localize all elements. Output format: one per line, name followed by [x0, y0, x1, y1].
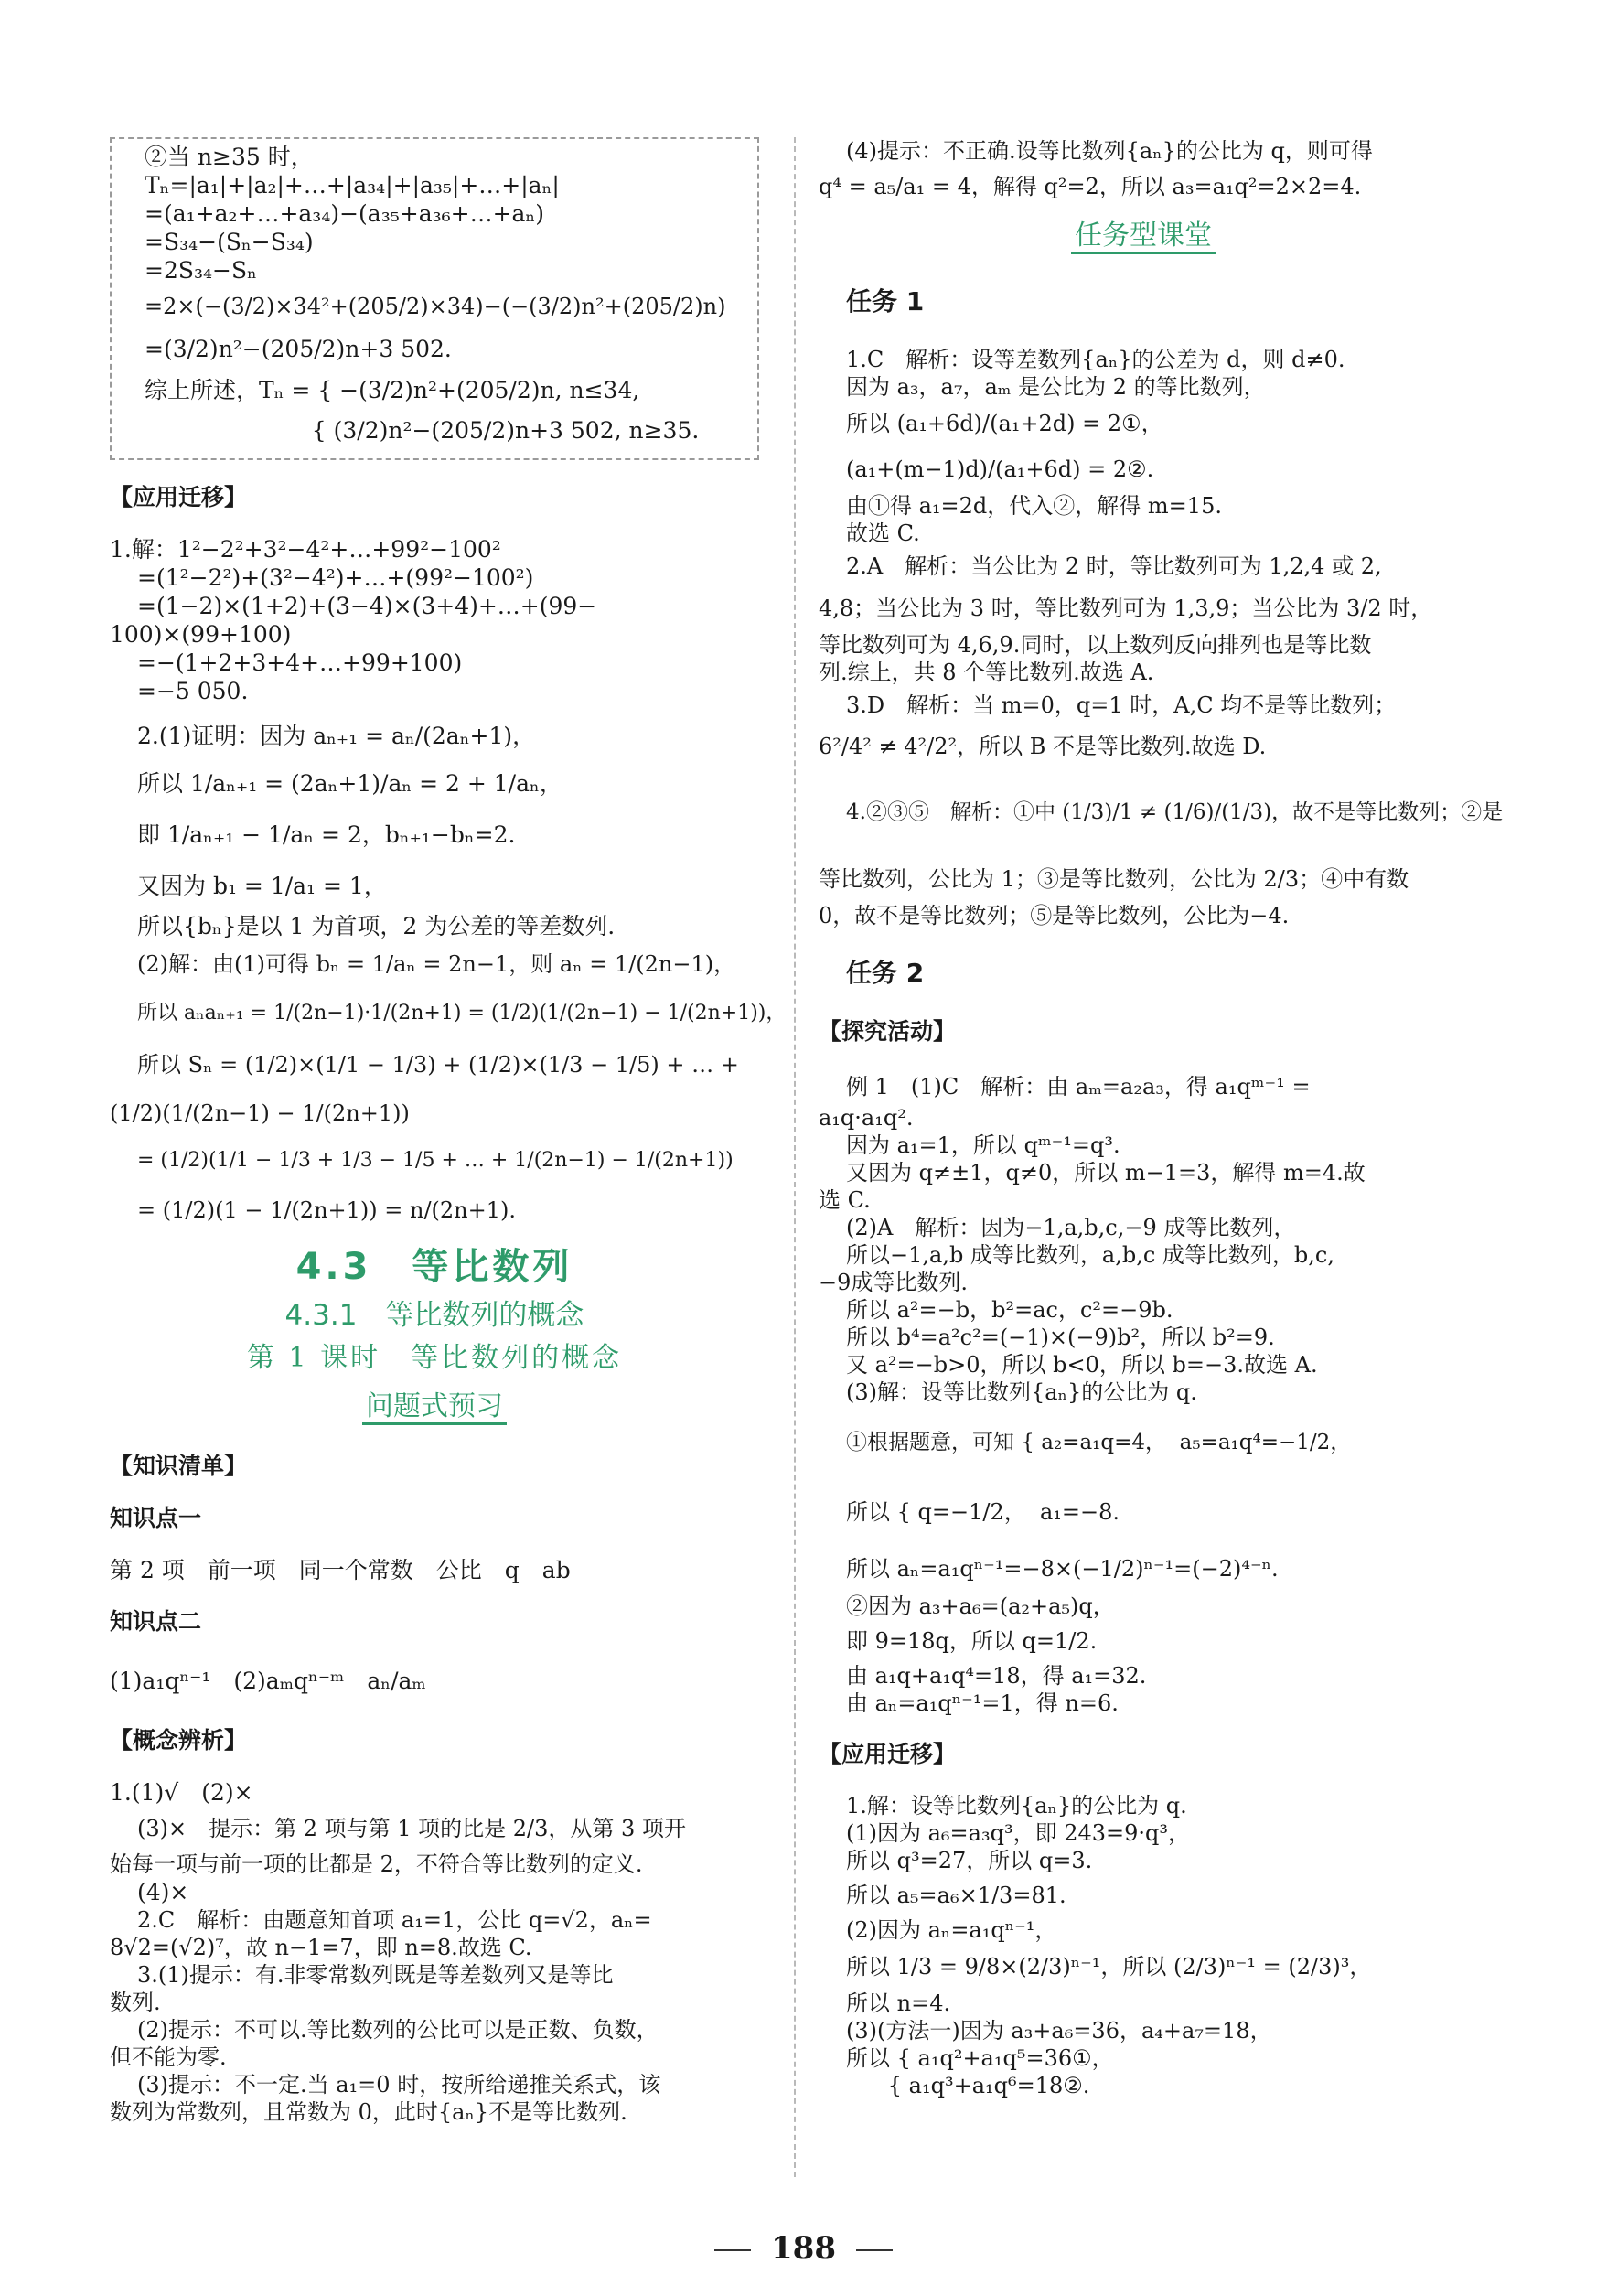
concept-line: (4)×: [137, 1879, 189, 1905]
apply-line: =(1²−2²)+(3²−4²)+…+(99²−100²): [137, 564, 534, 591]
box-line: =2S₃₄−Sₙ: [145, 257, 257, 284]
explore-line: 由 aₙ=a₁qⁿ⁻¹=1，得 n=6.: [846, 1690, 1119, 1716]
explore-line: 所以 { q=−1/2， a₁=−8.: [846, 1499, 1120, 1525]
task1-line: 1.C 解析：设等差数列{aₙ}的公差为 d，则 d≠0.: [846, 347, 1345, 372]
intro-line: q⁴ = a₅/a₁ = 4，解得 q²=2，所以 a₃=a₁q²=2×2=4.: [819, 174, 1362, 199]
apply-right-line: (2)因为 aₙ=a₁qⁿ⁻¹，: [846, 1917, 1057, 1943]
box-line: =S₃₄−(Sₙ−S₃₄): [145, 229, 314, 255]
apply-line: 1.解：1²−2²+3²−4²+…+99²−100²: [110, 536, 501, 563]
apply-right-line: 所以 q³=27，所以 q=3.: [846, 1848, 1093, 1873]
explore-line: ②因为 a₃+a₆=(a₂+a₅)q，: [846, 1593, 1115, 1619]
task1-line: 故选 C.: [846, 520, 920, 546]
box-line: ②当 n≥35 时，: [145, 144, 314, 170]
apply-line: = (1/2)(1/1 − 1/3 + 1/3 − 1/5 + … + 1/(2n−1) − 1/(2n+1)): [137, 1149, 734, 1172]
task1-line: 所以 (a₁+6d)/(a₁+2d) = 2①，: [846, 411, 1163, 436]
apply-line: =−5 050.: [137, 678, 249, 704]
solution-box: [110, 137, 759, 460]
section-heading: 4.3 等比数列: [295, 1246, 573, 1288]
lesson-heading: 第 1 课时 等比数列的概念: [246, 1342, 623, 1374]
concept-line: 数列.: [110, 1990, 161, 2015]
explore-line: 又因为 q≠±1，q≠0，所以 m−1=3，解得 m=4.故: [846, 1160, 1366, 1186]
knowledge-text: (1)a₁qⁿ⁻¹ (2)aₘqⁿ⁻ᵐ aₙ/aₘ: [110, 1668, 426, 1694]
page-number-dash-right: [856, 2249, 893, 2251]
task1-line: 由①得 a₁=2d，代入②，解得 m=15.: [846, 493, 1222, 519]
apply-right-line: 所以 a₅=a₆×1/3=81.: [846, 1883, 1066, 1908]
apply-line: 所以 1/aₙ₊₁ = (2aₙ+1)/aₙ = 2 + 1/aₙ，: [137, 770, 562, 797]
apply-title: 【应用迁移】: [110, 484, 248, 510]
task1-line: (a₁+(m−1)d)/(a₁+6d) = 2②.: [846, 456, 1154, 482]
apply-line: 所以{bₙ}是以 1 为首项，2 为公差的等差数列.: [137, 913, 616, 939]
task-1-heading: 任务 1: [846, 286, 925, 317]
box-line: =2×(−(3/2)×34²+(205/2)×34)−(−(3/2)n²+(205/2)n): [145, 294, 726, 319]
task1-line: 等比数列可为 4,6,9.同时，以上数列反向排列也是等比数: [819, 632, 1372, 658]
left-column: [110, 137, 787, 2126]
explore-line: 所以 a²=−b，b²=ac，c²=−9b.: [846, 1297, 1173, 1323]
explore-line: (2)A 解析：因为−1,a,b,c,−9 成等比数列，: [846, 1215, 1296, 1240]
task1-line: 0，故不是等比数列；⑤是等比数列，公比为−4.: [819, 903, 1290, 928]
explore-line: 又 a²=−b>0，所以 b<0，所以 b=−3.故选 A.: [846, 1352, 1318, 1378]
class-heading-label: 任务型课堂: [1071, 220, 1216, 254]
concept-line: 2.C 解析：由题意知首项 a₁=1，公比 q=√2，aₙ=: [137, 1907, 652, 1933]
concept-line: (3)提示：不一定.当 a₁=0 时，按所给递推关系式，该: [137, 2072, 661, 2098]
knowledge-title: 【知识清单】: [110, 1453, 248, 1479]
apply-right-line: 所以 1/3 = 9/8×(2/3)ⁿ⁻¹，所以 (2/3)ⁿ⁻¹ = (2/3)³，: [846, 1954, 1372, 1979]
explore-title: 【探究活动】: [819, 1018, 957, 1045]
apply-right-line: (1)因为 a₆=a₃q³，即 243=9·q³，: [846, 1820, 1191, 1846]
apply-title-right: 【应用迁移】: [819, 1741, 957, 1767]
apply-right-line: 所以 n=4.: [846, 1990, 951, 2016]
preview-heading-label: 问题式预习: [362, 1390, 507, 1425]
apply-line: 又因为 b₁ = 1/a₁ = 1，: [137, 873, 387, 899]
task1-line: 3.D 解析：当 m=0，q=1 时，A,C 均不是等比数列；: [846, 692, 1397, 718]
task1-line: 4,8；当公比为 3 时，等比数列可为 1,3,9；当公比为 3/2 时，: [819, 595, 1433, 621]
box-line: =(a₁+a₂+…+a₃₄)−(a₃₅+a₃₆+…+aₙ): [145, 200, 545, 227]
explore-line: 即 9=18q，所以 q=1/2.: [846, 1628, 1098, 1654]
explore-line: −9成等比数列.: [819, 1270, 969, 1295]
task1-line: 列.综上，共 8 个等比数列.故选 A.: [819, 660, 1154, 685]
apply-line: 所以 Sₙ = (1/2)×(1/1 − 1/3) + (1/2)×(1/3 − 1/5) + … +: [137, 1052, 739, 1078]
box-line: 综上所述，Tₙ = { −(3/2)n²+(205/2)n, n≤34,: [145, 377, 640, 403]
concept-line: 3.(1)提示：有.非零常数列既是等差数列又是等比: [137, 1962, 614, 1988]
apply-line: = (1/2)(1 − 1/(2n+1)) = n/(2n+1).: [137, 1197, 517, 1223]
apply-line: 2.(1)证明：因为 aₙ₊₁ = aₙ/(2aₙ+1)，: [137, 723, 536, 749]
intro-line: (4)提示：不正确.设等比数列{aₙ}的公比为 q，则可得: [846, 138, 1373, 164]
concept-line: 数列为常数列，且常数为 0，此时{aₙ}不是等比数列.: [110, 2099, 627, 2125]
apply-right-line: { a₁q³+a₁q⁶=18②.: [846, 2073, 1090, 2098]
apply-line: =(1−2)×(1+2)+(3−4)×(3+4)+…+(99−: [137, 593, 597, 619]
class-heading: [819, 214, 1468, 258]
apply-line: 即 1/aₙ₊₁ − 1/aₙ = 2，bₙ₊₁−bₙ=2.: [137, 821, 516, 848]
knowledge-point: 知识点二: [110, 1608, 202, 1635]
page-number: [0, 2230, 1607, 2267]
apply-line: 所以 aₙaₙ₊₁ = 1/(2n−1)·1/(2n+1) = (1/2)(1/(2n−1) − 1/(2n+1))，: [137, 1002, 787, 1025]
apply-right-line: (3)(方法一)因为 a₃+a₆=36，a₄+a₇=18，: [846, 2018, 1272, 2044]
task1-line: 等比数列，公比为 1；③是等比数列，公比为 2/3；④中有数: [819, 866, 1409, 892]
right-column: [819, 137, 1504, 2099]
concept-line: 1.(1)√ (2)×: [110, 1779, 253, 1806]
concept-line: 始每一项与前一项的比都是 2，不符合等比数列的定义.: [110, 1851, 643, 1877]
apply-line: 100)×(99+100): [110, 621, 292, 648]
explore-line: 因为 a₁=1，所以 qᵐ⁻¹=q³.: [846, 1132, 1120, 1158]
task1-line: 4.②③⑤ 解析：①中 (1/3)/1 ≠ (1/6)/(1/3)，故不是等比数列；②是: [846, 800, 1504, 824]
box-line: { (3/2)n²−(205/2)n+3 502, n≥35.: [145, 417, 700, 444]
concept-title: 【概念辨析】: [110, 1727, 248, 1754]
concept-line: 但不能为零.: [110, 2044, 227, 2070]
explore-line: 例 1 (1)C 解析：由 aₘ=a₂a₃，得 a₁qᵐ⁻¹ =: [846, 1074, 1311, 1100]
column-divider: [794, 137, 796, 2177]
apply-line: (2)解：由(1)可得 bₙ = 1/aₙ = 2n−1，则 aₙ = 1/(2n−1)，: [137, 951, 736, 977]
box-line: Tₙ=|a₁|+|a₂|+…+|a₃₄|+|a₃₅|+…+|aₙ|: [145, 172, 560, 198]
knowledge-text: 第 2 项 前一项 同一个常数 公比 q ab: [110, 1557, 571, 1583]
concept-line: (3)× 提示：第 2 项与第 1 项的比是 2/3，从第 3 项开: [137, 1816, 686, 1841]
explore-line: (3)解：设等比数列{aₙ}的公比为 q.: [846, 1379, 1197, 1405]
explore-line: 所以−1,a,b 成等比数列，a,b,c 成等比数列，b,c,: [846, 1242, 1334, 1268]
task1-line: 6²/4² ≠ 4²/2²，所以 B 不是等比数列.故选 D.: [819, 734, 1267, 759]
apply-right-line: 1.解：设等比数列{aₙ}的公比为 q.: [846, 1793, 1187, 1819]
explore-line: 所以 aₙ=a₁qⁿ⁻¹=−8×(−1/2)ⁿ⁻¹=(−2)⁴⁻ⁿ.: [846, 1556, 1279, 1582]
page-number-dash-left: [714, 2249, 751, 2251]
explore-line: ①根据题意，可知 { a₂=a₁q=4， a₅=a₁q⁴=−1/2，: [846, 1431, 1352, 1454]
concept-line: (2)提示：不可以.等比数列的公比可以是正数、负数，: [137, 2017, 659, 2043]
preview-heading: [110, 1385, 759, 1429]
apply-right-line: 所以 { a₁q²+a₁q⁵=36①，: [846, 2045, 1114, 2071]
concept-line: 8√2=(√2)⁷，故 n−1=7，即 n=8.故选 C.: [110, 1935, 532, 1960]
apply-line: =−(1+2+3+4+…+99+100): [137, 649, 463, 676]
page-number-value: 188: [771, 2230, 836, 2267]
explore-line: 选 C.: [819, 1187, 871, 1213]
box-line: =(3/2)n²−(205/2)n+3 502.: [145, 336, 452, 362]
apply-line: (1/2)(1/(2n−1) − 1/(2n+1)): [110, 1100, 410, 1126]
subsection-heading: 4.3.1 等比数列的概念: [284, 1299, 584, 1332]
explore-line: 由 a₁q+a₁q⁴=18，得 a₁=32.: [846, 1663, 1147, 1689]
task1-line: 因为 a₃，a₇，aₘ 是公比为 2 的等比数列，: [846, 374, 1266, 400]
explore-line: 所以 b⁴=a²c²=(−1)×(−9)b²，所以 b²=9.: [846, 1325, 1275, 1350]
task-2-heading: 任务 2: [846, 958, 925, 988]
task1-line: 2.A 解析：当公比为 2 时，等比数列可为 1,2,4 或 2,: [846, 553, 1382, 579]
explore-line: a₁q·a₁q².: [819, 1105, 914, 1131]
knowledge-point: 知识点一: [110, 1505, 202, 1531]
